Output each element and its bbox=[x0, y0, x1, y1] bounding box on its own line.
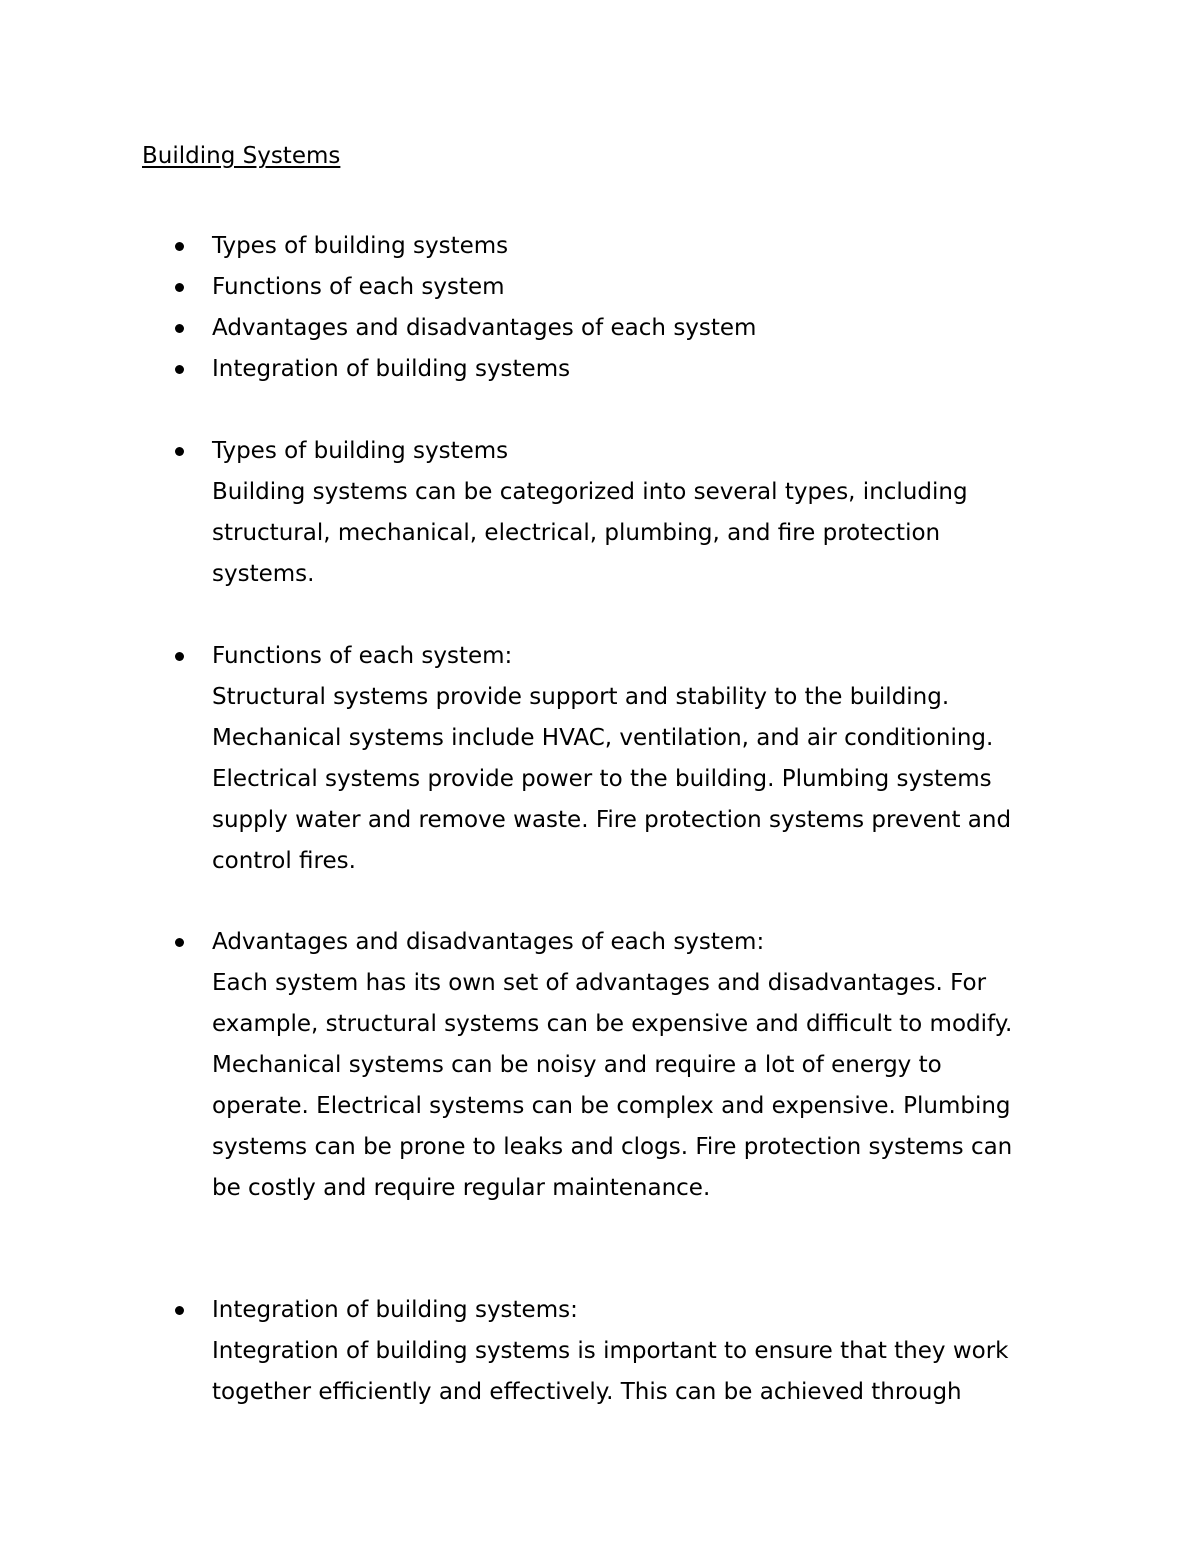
section-advantages bbox=[0, 922, 1200, 1209]
bullet-icon bbox=[175, 1306, 184, 1315]
bullet-icon bbox=[175, 652, 184, 661]
section-body: Structural systems provide support and stability to the building. Mechanical systems include HVAC, ventilation, and air conditioning. Electrical systems provide power to the building. Plumbing systems supply water and remove waste. Fire protection systems prevent and control fires. bbox=[212, 684, 1012, 874]
list-item bbox=[0, 636, 1042, 882]
section-functions bbox=[0, 636, 1200, 882]
summary-item-text: Integration of building systems bbox=[212, 356, 571, 382]
summary-item-text: Types of building systems bbox=[212, 233, 509, 259]
bullet-icon bbox=[175, 938, 184, 947]
list-item bbox=[0, 922, 1042, 1209]
list-item bbox=[0, 349, 1042, 390]
section-heading: Types of building systems bbox=[212, 438, 509, 464]
bullet-icon bbox=[175, 242, 184, 251]
summary-item-text: Functions of each system bbox=[212, 274, 505, 300]
bullet-icon bbox=[175, 447, 184, 456]
list-item bbox=[0, 308, 1042, 349]
list-item bbox=[0, 226, 1042, 267]
list-item bbox=[0, 267, 1042, 308]
section-types bbox=[0, 431, 1200, 595]
document-title: Building Systems bbox=[142, 143, 341, 169]
section-body: Each system has its own set of advantages and disadvantages. For example, structural systems can be expensive and difficult to modify. Mechanical systems can be noisy and require a lot of energy to operate. Electrical systems can be complex and expensive. Plumbing systems can be prone to leaks and clogs. Fire protection systems can be costly and require regular maintenance. bbox=[212, 970, 1013, 1201]
section-integration bbox=[0, 1290, 1200, 1413]
section-body: Building systems can be categorized into several types, including structural, mechanical, electrical, plumbing, and fire protection systems. bbox=[212, 479, 968, 587]
list-item bbox=[0, 1290, 1042, 1413]
summary-list bbox=[0, 226, 1200, 390]
bullet-icon bbox=[175, 324, 184, 333]
bullet-icon bbox=[175, 283, 184, 292]
section-heading: Integration of building systems: bbox=[212, 1297, 578, 1323]
section-heading: Functions of each system: bbox=[212, 643, 513, 669]
section-body: Integration of building systems is important to ensure that they work together efficiently and effectively. This can be achieved through bbox=[212, 1338, 1009, 1405]
section-heading: Advantages and disadvantages of each system: bbox=[212, 929, 765, 955]
list-item bbox=[0, 431, 1042, 595]
summary-item-text: Advantages and disadvantages of each system bbox=[212, 315, 757, 341]
bullet-icon bbox=[175, 365, 184, 374]
